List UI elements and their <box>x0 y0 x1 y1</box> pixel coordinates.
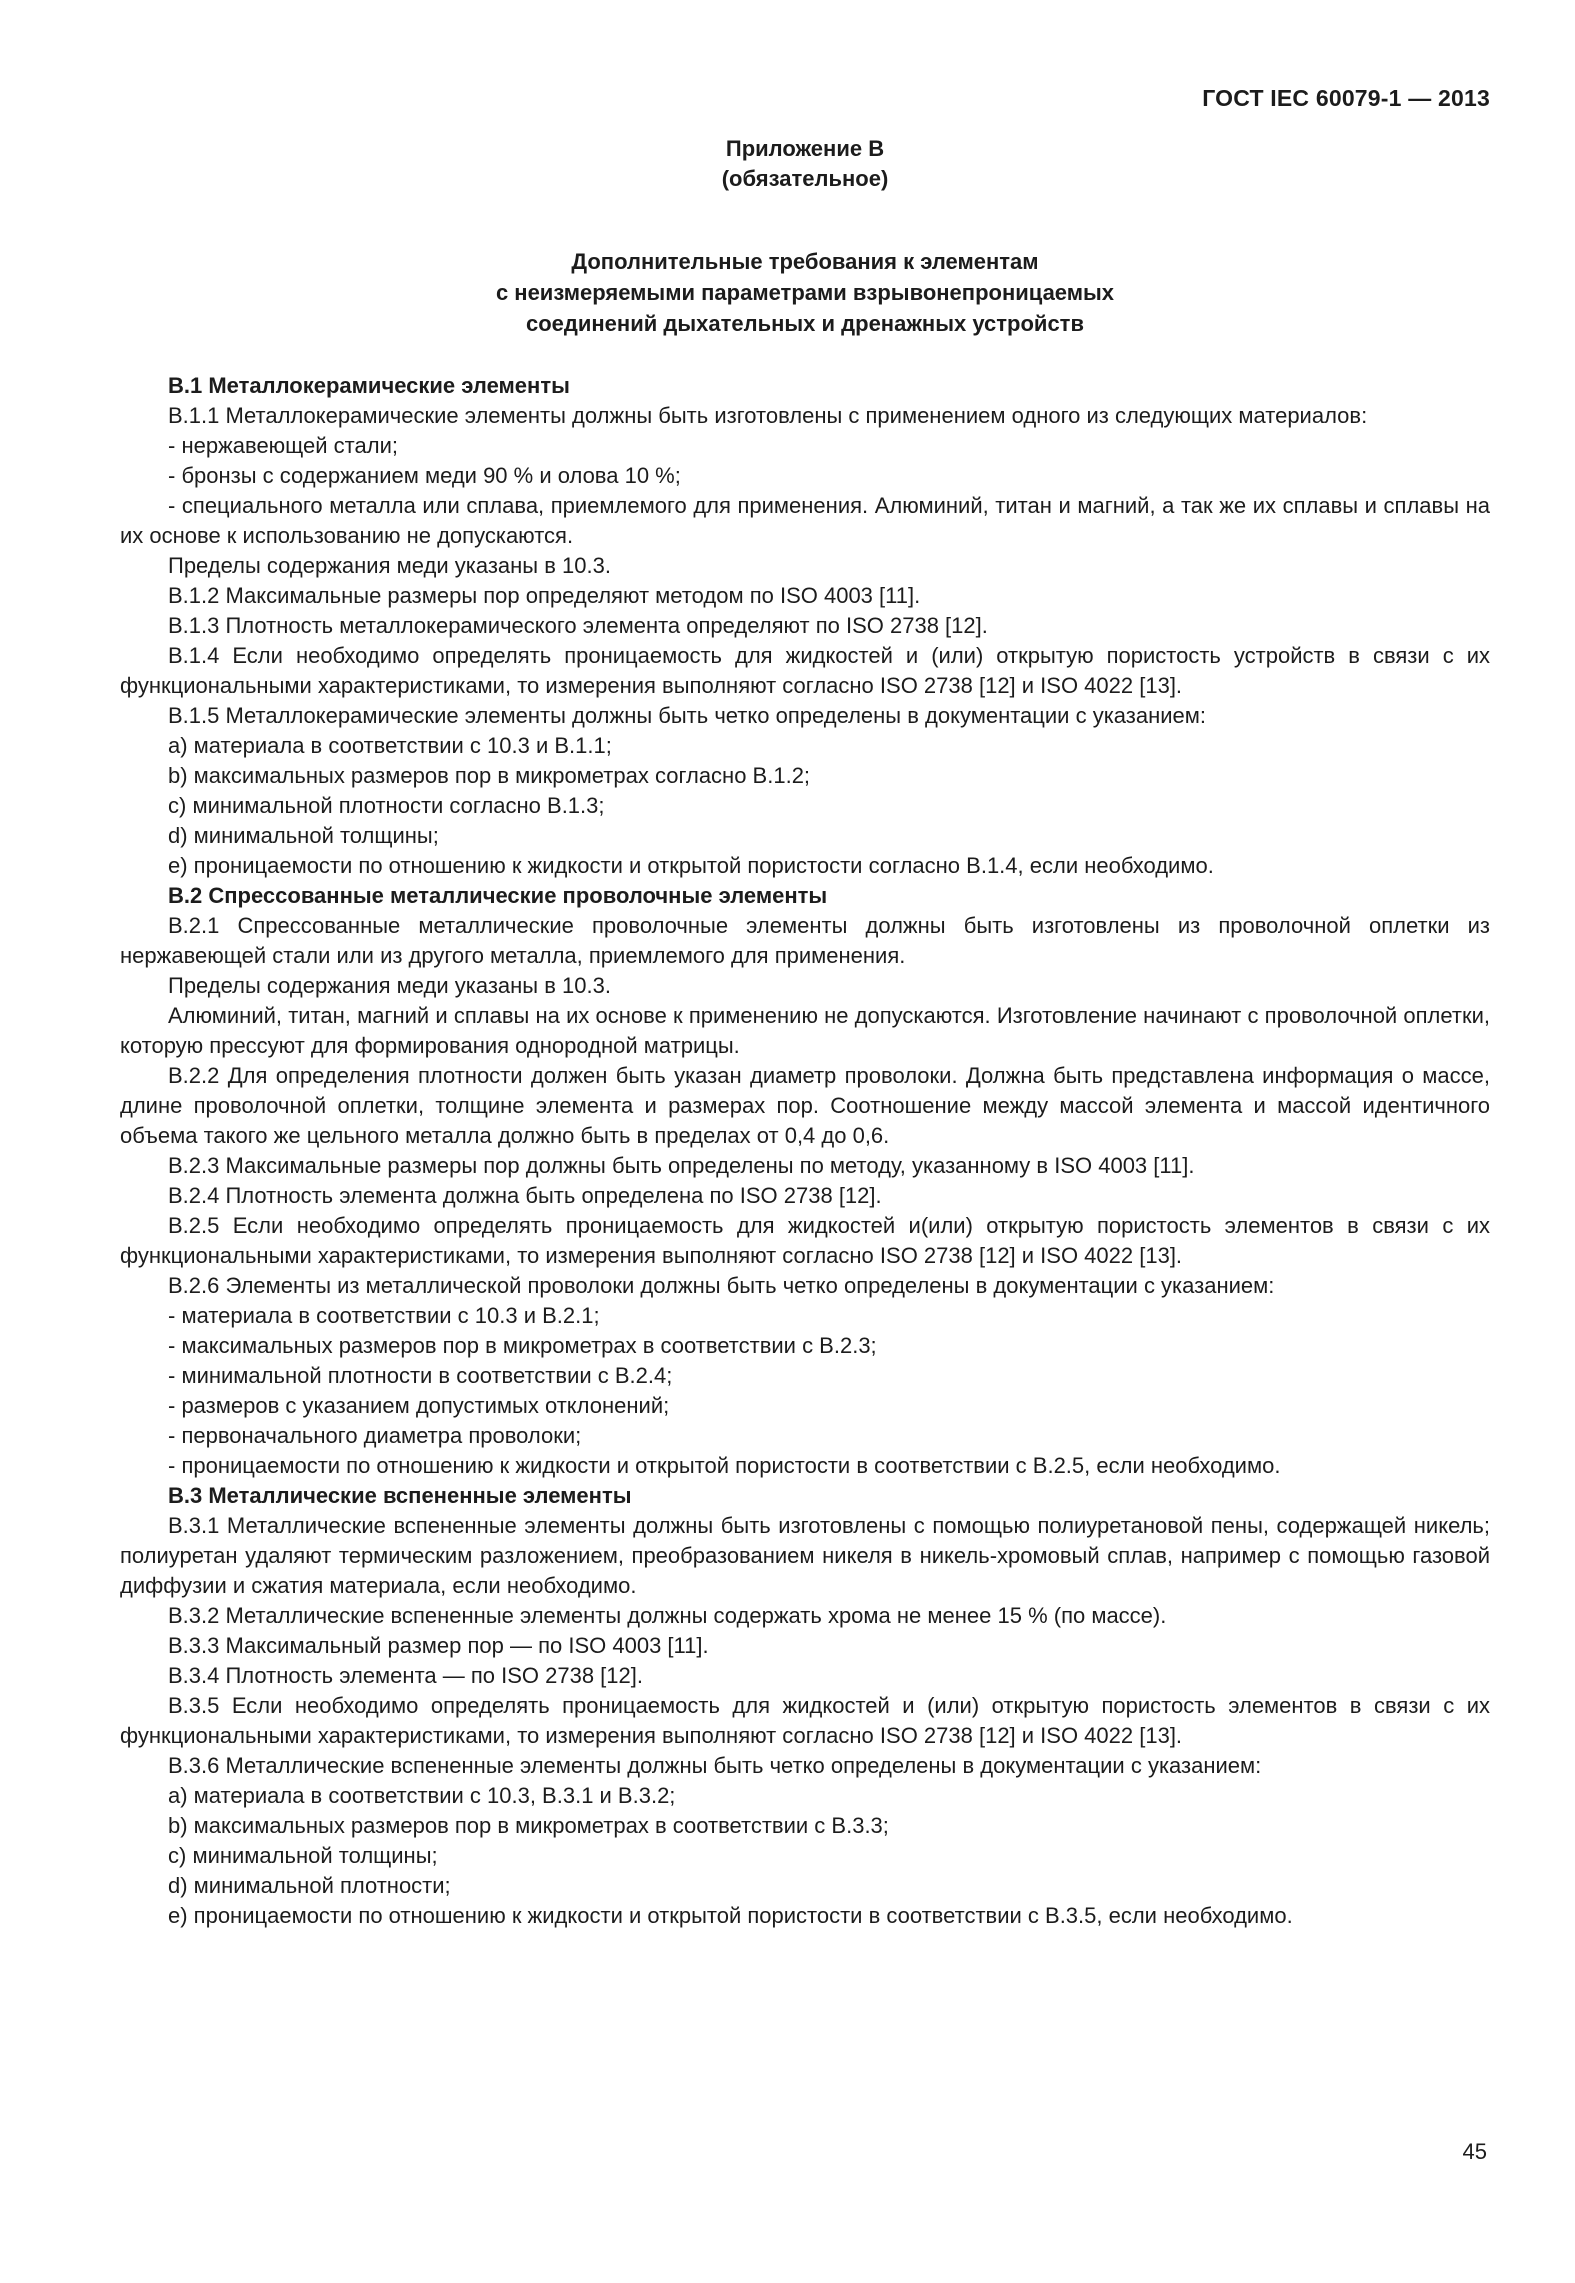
list-item: e) проницаемости по отношению к жидкости и открытой пористости согласно В.1.4, если необходимо. <box>168 853 1214 878</box>
document-body <box>120 371 1490 1931</box>
annex-header <box>120 134 1490 194</box>
paragraph: В.3.1 Металлические вспененные элементы должны быть изготовлены с помощью полиуретановой пены, содержащей никель; полиуретан удаляют термическим разложением, преобразованием никеля в никель-хромовый сплав, например с помощью газовой диффузии и сжатия материала, если необходимо. <box>120 1513 1490 1598</box>
paragraph: В.2.1 Спрессованные металлические проволочные элементы должны быть изготовлены из проволочной оплетки из нержавеющей стали или из другого металла, приемлемого для применения. <box>120 913 1490 968</box>
list-item: - минимальной плотности в соответствии с В.2.4; <box>168 1363 673 1388</box>
paragraph: В.2.3 Максимальные размеры пор должны быть определены по методу, указанному в ISO 4003 [11]. <box>168 1153 1195 1178</box>
list-item: - максимальных размеров пор в микрометрах в соответствии с В.2.3; <box>168 1333 877 1358</box>
paragraph: В.1.3 Плотность металлокерамического элемента определяют по ISO 2738 [12]. <box>168 613 988 638</box>
paragraph: В.3.4 Плотность элемента — по ISO 2738 [12]. <box>168 1663 643 1688</box>
list-item: - специального металла или сплава, приемлемого для применения. Алюминий, титан и магний, а так же их сплавы и сплавы на их основе к использованию не допускаются. <box>120 493 1490 548</box>
list-item: b) максимальных размеров пор в микрометрах в соответствии с В.3.3; <box>168 1813 889 1838</box>
list-item: - проницаемости по отношению к жидкости и открытой пористости в соответствии с В.2.5, если необходимо. <box>168 1453 1281 1478</box>
paragraph: Пределы содержания меди указаны в 10.3. <box>168 553 611 578</box>
page-number: 45 <box>1462 2139 1487 2164</box>
list-item: a) материала в соответствии с 10.3, В.3.1 и В.3.2; <box>168 1783 676 1808</box>
paragraph: В.3.3 Максимальный размер пор — по ISO 4003 [11]. <box>168 1633 709 1658</box>
list-item: d) минимальной плотности; <box>168 1873 451 1898</box>
list-item: - материала в соответствии с 10.3 и В.2.1; <box>168 1303 600 1328</box>
paragraph: В.1.4 Если необходимо определять проницаемость для жидкостей и (или) открытую пористость устройств в связи с их функциональными характеристиками, то измерения выполняют согласно ISO 2738 [12] и ISO 4022 [13]. <box>120 643 1490 698</box>
paragraph: В.3.5 Если необходимо определять проницаемость для жидкостей и (или) открытую пористость элементов в связи с их функциональными характеристиками, то измерения выполняют согласно ISO 2738 [12] и ISO 4022 [13]. <box>120 1693 1490 1748</box>
paragraph: Пределы содержания меди указаны в 10.3. <box>168 973 611 998</box>
paragraph: В.3.6 Металлические вспененные элементы должны быть четко определены в документации с указанием: <box>168 1753 1262 1778</box>
list-item: e) проницаемости по отношению к жидкости и открытой пористости в соответствии с В.3.5, если необходимо. <box>168 1903 1293 1928</box>
document-title <box>120 246 1490 339</box>
title-line-2: с неизмеряемыми параметрами взрывонепроницаемых <box>495 280 1115 305</box>
paragraph: В.2.4 Плотность элемента должна быть определена по ISO 2738 [12]. <box>168 1183 882 1208</box>
paragraph: В.2.5 Если необходимо определять проницаемость для жидкостей и(или) открытую пористость элементов в связи с их функциональными характеристиками, то измерения выполняют согласно ISO 2738 [12] и ISO 4022 [13]. <box>120 1213 1490 1268</box>
section-heading: В.3 Металлические вспененные элементы <box>168 1483 632 1508</box>
list-item: a) материала в соответствии с 10.3 и В.1.1; <box>168 733 612 758</box>
annex-label: Приложение В <box>725 136 885 161</box>
list-item: - размеров с указанием допустимых отклонений; <box>168 1393 670 1418</box>
list-item: - нержавеющей стали; <box>168 433 398 458</box>
document-number: ГОСТ IEC 60079-1 — 2013 <box>1202 85 1490 111</box>
paragraph: В.3.2 Металлические вспененные элементы должны содержать хрома не менее 15 % (по массе). <box>168 1603 1167 1628</box>
title-line-1: Дополнительные требования к элементам <box>571 249 1039 274</box>
paragraph: В.1.5 Металлокерамические элементы должны быть четко определены в документации с указанием: <box>168 703 1207 728</box>
section-heading: В.2 Спрессованные металлические проволочные элементы <box>168 883 828 908</box>
paragraph: В.1.1 Металлокерамические элементы должны быть изготовлены с применением одного из следующих материалов: <box>168 403 1368 428</box>
list-item: b) максимальных размеров пор в микрометрах согласно В.1.2; <box>168 763 811 788</box>
paragraph: В.2.2 Для определения плотности должен быть указан диаметр проволоки. Должна быть представлена информация о массе, длине проволочной оплетки, толщине элемента и размерах пор. Соотношение между массой элемента и массой идентичного объема такого же цельного металла должно быть в пределах от 0,4 до 0,6. <box>120 1063 1490 1148</box>
title-line-3: соединений дыхательных и дренажных устройств <box>526 311 1084 336</box>
list-item: - первоначального диаметра проволоки; <box>168 1423 582 1448</box>
list-item: - бронзы с содержанием меди 90 % и олова 10 %; <box>168 463 681 488</box>
annex-note: (обязательное) <box>721 166 889 191</box>
paragraph: Алюминий, титан, магний и сплавы на их основе к применению не допускаются. Изготовление начинают с проволочной оплетки, которую прессуют для формирования однородной матрицы. <box>120 1003 1490 1058</box>
list-item: c) минимальной толщины; <box>168 1843 438 1868</box>
paragraph: В.2.6 Элементы из металлической проволоки должны быть четко определены в документации с указанием: <box>168 1273 1275 1298</box>
list-item: c) минимальной плотности согласно В.1.3; <box>168 793 605 818</box>
list-item: d) минимальной толщины; <box>168 823 439 848</box>
paragraph: В.1.2 Максимальные размеры пор определяют методом по ISO 4003 [11]. <box>168 583 921 608</box>
page-content <box>120 85 1490 1931</box>
section-heading: В.1 Металлокерамические элементы <box>168 373 570 398</box>
